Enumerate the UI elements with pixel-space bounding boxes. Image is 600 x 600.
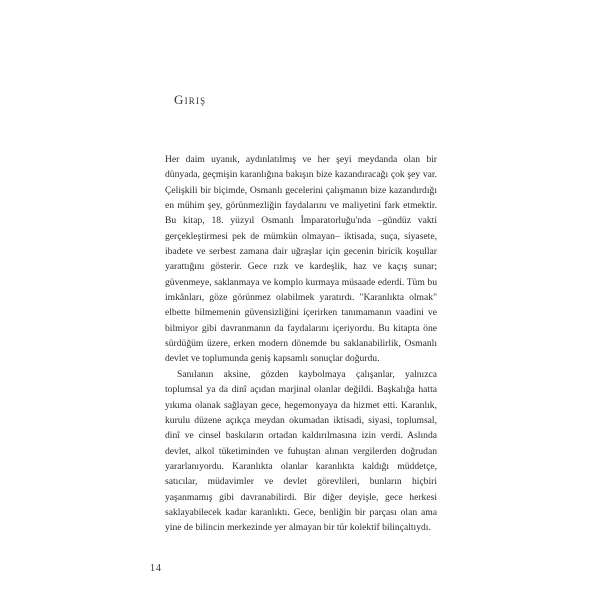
page-number: 14 — [150, 563, 162, 574]
chapter-heading: Giriş — [174, 92, 207, 107]
body-text — [165, 152, 437, 536]
paragraph-1: Her daim uyanık, aydınlatılmış ve her şeyi meydanda olan bir dünyada, geçmişin karanlığına bakışın bize kazandıracağı çok şey var. Çelişkili bir biçimde, Osmanlı gecelerini çalışmanın bize kazandırdığı en mühim şey, görünmezliğin faydalarını ve maliyetini fark etmektir. Bu kitap, 18. yüzyıl Osmanlı İmparatorluğu'nda –gündüz vakti gerçekleştirmesi pek de mümkün olmayan– iktisada, suça, siyasete, ibadete ve serbest zamana dair uğraşlar için gecenin biricik koşullar yarattığını gösterir. Gece rızk ve kardeşlik, haz ve kaçış sunar; güvenmeye, saklanmaya ve komplo kurmaya müsaade ederdi. Tüm bu imkânları, göze görünmez olabilmek yaratırdı. "Karanlıkta olmak" elbette bilmemenin güvensizliğini içerirken tanımamanın vaadini ve bilmiyor gibi davranmanın da faydalarını içeriyordu. Bu kitapta öne sürdüğüm üzere, erken modern dönemde bu saklanabilirlik, Osmanlı devlet ve toplumunda geniş kapsamlı sonuçlar doğurdu. — [165, 154, 437, 365]
paragraph-2: Sanılanın aksine, gözden kaybolmaya çalışanlar, yalnızca toplumsal ya da dinî açıdan marjinal olanlar değildi. Başkalığa hatta yıkıma olanak sağlayan gece, hegemonyaya da hizmet etti. Karanlık, kurulu düzene açıkça meydan okumadan iktisadi, siyasi, toplumsal, dinî ve cinsel baskıların ortadan kaldırılmasına izin verdi. Aslında devlet, alkol tüketiminden ve fuhuştan alınan vergilerden doğrudan yararlanıyordu. Karanlıkta olanlar karanlıkta kaldığı müddetçe, satıcılar, müdavimler ve devlet görevlileri, bunların hiçbiri yaşanmamış gibi davranabilirdi. Bir diğer deyişle, gece herkesi saklayabilecek kadar karanlıktı. Gece, benliğin bir parçası olan ama yine de bilincin merkezinde yer almayan bir tür kolektif bilinçaltıydı. — [165, 368, 437, 534]
